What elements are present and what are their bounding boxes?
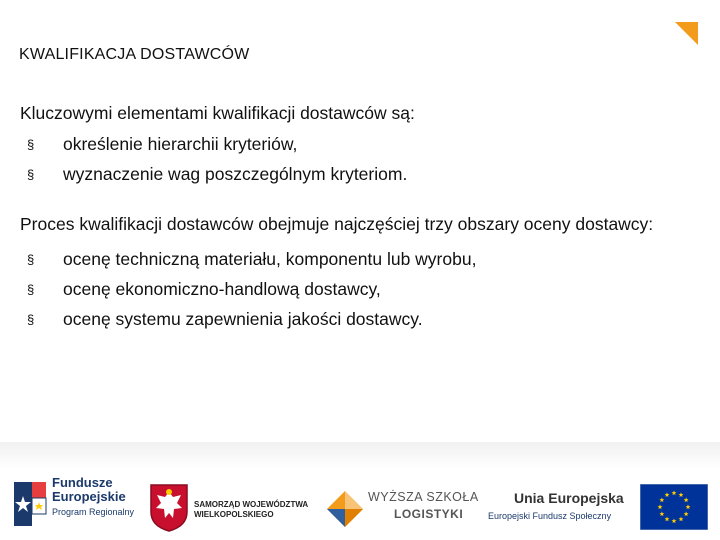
eu-flag-icon [640,484,708,530]
wsl-logo [326,486,486,532]
wsl-line2: LOGISTYKI [394,507,464,521]
fundusze-line3: Program Regionalny [52,507,135,517]
samorzad-line2: WIELKOPOLSKIEGO [194,510,274,519]
footer-logo-bar [0,442,720,540]
list-item: § ocenę ekonomiczno-handlową dostawcy, [27,279,381,299]
list-item: § ocenę systemu zapewnienia jakości dostawcy. [27,309,423,329]
bullet-icon: § [27,312,35,327]
list-item: § określenie hierarchii kryteriów, [27,134,298,154]
corner-accent-triangle [675,22,698,45]
unia-europejska-logo [488,490,633,530]
evaluation-areas-list [20,248,700,331]
criteria-list [20,133,700,186]
intro-paragraph: Kluczowymi elementami kwalifikacji dostawców są: [20,103,415,123]
ue-line1: Unia Europejska [514,490,624,506]
list-item: § wyznaczenie wag poszczególnym kryteriom. [27,164,408,184]
slide-content [20,102,700,338]
bullet-icon: § [27,282,35,297]
wsl-line1: WYŻSZA SZKOŁA [368,490,479,504]
fundusze-star-icon [10,474,50,526]
eagle-crest-icon [148,482,190,532]
wsl-diamond-icon [326,490,364,528]
process-paragraph: Proces kwalifikacji dostawców obejmuje najczęściej trzy obszary oceny dostawcy: [20,214,654,234]
fundusze-line1: Fundusze [52,475,113,490]
bullet-icon: § [27,167,35,182]
bullet-icon: § [27,252,35,267]
samorzad-logo [148,482,323,534]
fundusze-europejskie-logo [10,474,150,532]
bullet-icon: § [27,137,35,152]
samorzad-line1: SAMORZĄD WOJEWÓDZTWA [194,500,309,509]
fundusze-line2: Europejskie [52,489,126,504]
list-item: § ocenę techniczną materiału, komponentu lub wyrobu, [27,249,477,269]
ue-line2: Europejski Fundusz Społeczny [488,511,612,521]
slide-title: KWALIFIKACJA DOSTAWCÓW [19,46,250,63]
